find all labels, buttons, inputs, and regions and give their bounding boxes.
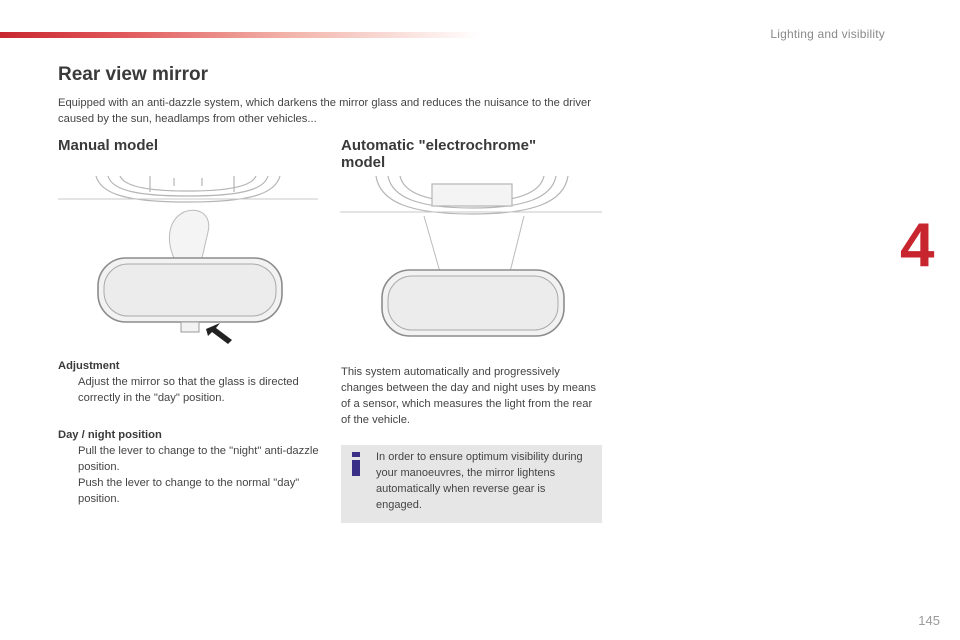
section-header: Lighting and visibility — [770, 27, 885, 41]
intro-paragraph: Equipped with an anti-dazzle system, which darkens the mirror glass and reduces the nuisance to the driver caused by the sun, headlamps from other vehicles... — [58, 97, 591, 125]
bullet-icon — [58, 475, 78, 507]
adjustment-label: Adjustment — [58, 360, 120, 372]
list-item — [58, 443, 320, 475]
info-box — [341, 445, 602, 523]
page-number: 145 — [918, 613, 940, 628]
top-color-bar — [0, 32, 480, 38]
automatic-description: This system automatically and progressively changes between the day and night uses by means of a sensor, which measures the light from the rear of the vehicle. — [341, 366, 597, 426]
info-icon — [349, 451, 365, 477]
chapter-number: 4 — [900, 211, 935, 280]
adjustment-item: Adjust the mirror so that the glass is directed correctly in the "day" position. — [78, 376, 299, 404]
day-night-label: Day / night position — [58, 429, 162, 441]
info-text: In order to ensure optimum visibility during your manoeuvres, the mirror lightens automatically when reverse gear is engaged. — [376, 451, 583, 511]
page-title: Rear view mirror — [58, 64, 208, 85]
bullet-icon — [58, 374, 78, 406]
bullet-icon — [58, 443, 78, 475]
day-night-item: Push the lever to change to the normal "day" position. — [78, 477, 300, 505]
day-night-item: Pull the lever to change to the "night" anti-dazzle position. — [78, 445, 319, 473]
day-night-section — [58, 427, 320, 507]
adjustment-section — [58, 358, 318, 406]
list-item — [58, 374, 318, 406]
manual-mirror-illustration — [56, 172, 320, 350]
automatic-mirror-illustration — [340, 172, 604, 342]
manual-model-heading: Manual model — [58, 137, 159, 154]
automatic-model-heading: Automatic "electrochrome" model — [341, 137, 537, 171]
list-item — [58, 475, 320, 507]
